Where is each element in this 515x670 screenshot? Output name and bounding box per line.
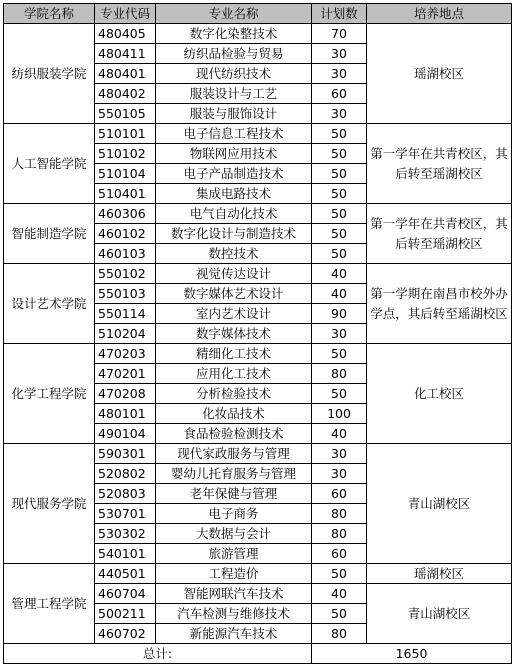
training-location: 瑶湖校区: [367, 564, 512, 584]
major-code: 460702: [95, 624, 156, 644]
major-name: 数字化设计与制造技术: [156, 224, 312, 244]
major-name: 智能网联汽车技术: [156, 584, 312, 604]
major-code: 460103: [95, 244, 156, 264]
plan-count: 40: [312, 264, 367, 284]
plan-count: 50: [312, 184, 367, 204]
training-location: 第一学期在南昌市校外办学点，其后转至瑶湖校区: [367, 264, 512, 344]
plan-count: 30: [312, 464, 367, 484]
plan-count: 50: [312, 564, 367, 584]
plan-count: 40: [312, 584, 367, 604]
major-code: 550105: [95, 104, 156, 124]
major-code: 460306: [95, 204, 156, 224]
header-code: 专业代码: [95, 4, 156, 24]
major-name: 数控技术: [156, 244, 312, 264]
major-name: 现代纺织技术: [156, 64, 312, 84]
major-code: 530701: [95, 504, 156, 524]
major-code: 550103: [95, 284, 156, 304]
major-name: 物联网应用技术: [156, 144, 312, 164]
training-location: 化工校区: [367, 344, 512, 444]
plan-count: 70: [312, 24, 367, 44]
major-name: 电气自动化技术: [156, 204, 312, 224]
plan-count: 50: [312, 144, 367, 164]
major-code: 440501: [95, 564, 156, 584]
major-code: 520803: [95, 484, 156, 504]
major-code: 510102: [95, 144, 156, 164]
major-name: 大数据与会计: [156, 524, 312, 544]
major-code: 480402: [95, 84, 156, 104]
header-row: [4, 4, 512, 24]
plan-count: 60: [312, 544, 367, 564]
training-location: 青山湖校区: [367, 444, 512, 564]
major-name: 精细化工技术: [156, 344, 312, 364]
major-code: 590301: [95, 444, 156, 464]
major-code: 470201: [95, 364, 156, 384]
table-row: [4, 24, 512, 44]
plan-count: 50: [312, 244, 367, 264]
major-code: 510101: [95, 124, 156, 144]
table-row: [4, 344, 512, 364]
major-name: 应用化工技术: [156, 364, 312, 384]
major-code: 460704: [95, 584, 156, 604]
header-plan: 计划数: [312, 4, 367, 24]
major-name: 视觉传达设计: [156, 264, 312, 284]
plan-count: 50: [312, 344, 367, 364]
plan-count: 50: [312, 384, 367, 404]
college-name: 管理工程学院: [4, 564, 95, 644]
training-location: 青山湖校区: [367, 584, 512, 644]
college-name: 纺织服装学院: [4, 24, 95, 124]
major-name: 汽车检测与维修技术: [156, 604, 312, 624]
plan-count: 50: [312, 164, 367, 184]
plan-count: 50: [312, 224, 367, 244]
total-value: 1650: [312, 644, 512, 664]
major-name: 数字媒体艺术设计: [156, 284, 312, 304]
major-name: 工程造价: [156, 564, 312, 584]
major-code: 550114: [95, 304, 156, 324]
plan-count: 30: [312, 104, 367, 124]
college-name: 设计艺术学院: [4, 264, 95, 344]
major-code: 480405: [95, 24, 156, 44]
enrollment-table: [3, 3, 512, 664]
college-name: 人工智能学院: [4, 124, 95, 204]
total-row: [4, 644, 512, 664]
major-name: 服装与服饰设计: [156, 104, 312, 124]
major-code: 480401: [95, 64, 156, 84]
major-code: 520802: [95, 464, 156, 484]
major-name: 电子信息工程技术: [156, 124, 312, 144]
major-name: 现代家政服务与管理: [156, 444, 312, 464]
major-code: 480411: [95, 44, 156, 64]
table-row: [4, 124, 512, 144]
major-name: 食品检验检测技术: [156, 424, 312, 444]
major-name: 数字化染整技术: [156, 24, 312, 44]
major-code: 490104: [95, 424, 156, 444]
table-body: [4, 24, 512, 644]
plan-count: 30: [312, 64, 367, 84]
major-code: 510401: [95, 184, 156, 204]
plan-count: 80: [312, 624, 367, 644]
plan-count: 30: [312, 44, 367, 64]
college-name: 现代服务学院: [4, 444, 95, 564]
header-college: 学院名称: [4, 4, 95, 24]
plan-count: 80: [312, 504, 367, 524]
total-label: 总计:: [4, 644, 312, 664]
plan-count: 60: [312, 84, 367, 104]
major-code: 530302: [95, 524, 156, 544]
major-code: 460102: [95, 224, 156, 244]
major-name: 纺织品检验与贸易: [156, 44, 312, 64]
major-name: 新能源汽车技术: [156, 624, 312, 644]
major-code: 510104: [95, 164, 156, 184]
major-code: 510204: [95, 324, 156, 344]
major-name: 室内艺术设计: [156, 304, 312, 324]
plan-count: 30: [312, 444, 367, 464]
major-name: 服装设计与工艺: [156, 84, 312, 104]
plan-count: 40: [312, 284, 367, 304]
major-code: 550102: [95, 264, 156, 284]
college-name: 化学工程学院: [4, 344, 95, 444]
college-name: 智能制造学院: [4, 204, 95, 264]
training-location: 瑶湖校区: [367, 24, 512, 124]
major-name: 数字媒体技术: [156, 324, 312, 344]
major-code: 470203: [95, 344, 156, 364]
major-name: 旅游管理: [156, 544, 312, 564]
major-name: 集成电路技术: [156, 184, 312, 204]
plan-count: 50: [312, 604, 367, 624]
major-name: 电子商务: [156, 504, 312, 524]
plan-count: 50: [312, 124, 367, 144]
plan-count: 100: [312, 404, 367, 424]
major-name: 老年保健与管理: [156, 484, 312, 504]
table-row: [4, 444, 512, 464]
header-location: 培养地点: [367, 4, 512, 24]
header-major: 专业名称: [156, 4, 312, 24]
training-location: 第一学年在共青校区，其后转至瑶湖校区: [367, 124, 512, 204]
plan-count: 90: [312, 304, 367, 324]
plan-count: 40: [312, 424, 367, 444]
plan-count: 80: [312, 524, 367, 544]
major-code: 470208: [95, 384, 156, 404]
plan-count: 30: [312, 324, 367, 344]
major-code: 480101: [95, 404, 156, 424]
major-name: 婴幼儿托育服务与管理: [156, 464, 312, 484]
major-name: 分析检验技术: [156, 384, 312, 404]
table-row: [4, 264, 512, 284]
training-location: 第一学年在共青校区，其后转至瑶湖校区: [367, 204, 512, 264]
plan-count: 80: [312, 364, 367, 384]
plan-count: 50: [312, 204, 367, 224]
plan-count: 60: [312, 484, 367, 504]
table-row: [4, 564, 512, 584]
table-row: [4, 204, 512, 224]
major-name: 电子产品制造技术: [156, 164, 312, 184]
major-code: 540101: [95, 544, 156, 564]
major-name: 化妆品技术: [156, 404, 312, 424]
major-code: 500211: [95, 604, 156, 624]
